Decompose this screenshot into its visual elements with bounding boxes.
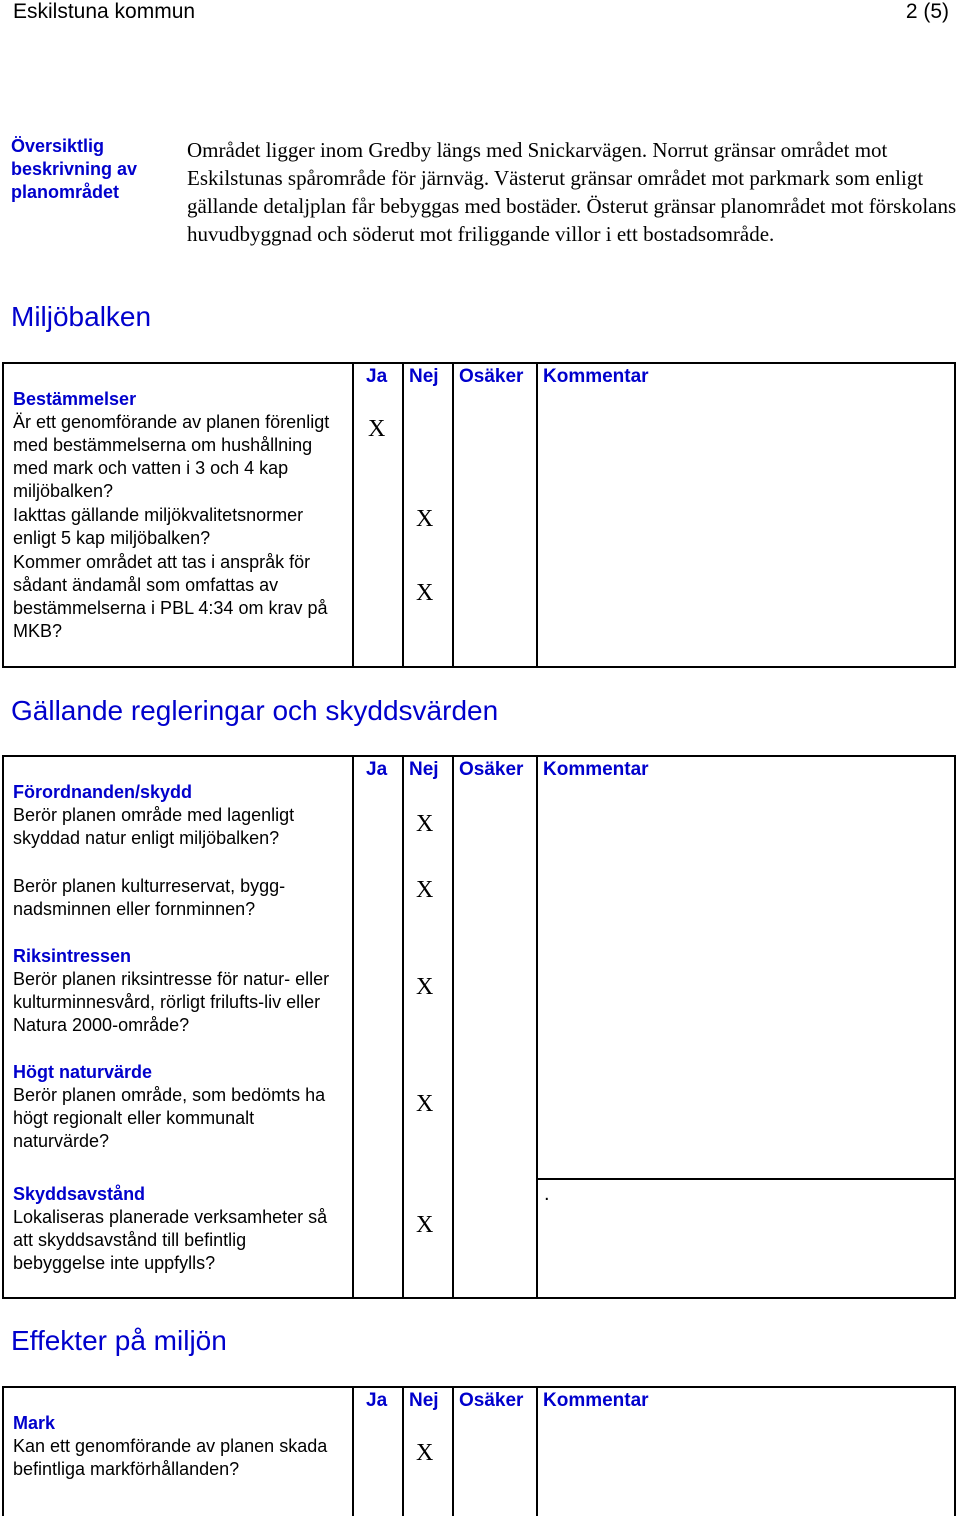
row-question: Kommer området att tas i anspråk för sådant ändamål som omfattas av bestämmelserna i PBL 4:34 om krav på MKB? — [13, 552, 328, 641]
column-header-nej: Nej — [409, 1390, 439, 1411]
table-row — [13, 875, 343, 921]
column-header-ja: Ja — [366, 759, 388, 780]
table-row — [13, 1412, 343, 1481]
answer-mark-nej: X — [416, 877, 434, 903]
column-header-kommentar: Kommentar — [543, 1390, 649, 1411]
answer-mark-nej: X — [416, 811, 434, 837]
table-row — [13, 551, 343, 643]
column-header-ja: Ja — [366, 1390, 388, 1411]
row-category: Skyddsavstånd — [13, 1184, 146, 1204]
section-title-effekter: Effekter på miljön — [11, 1325, 227, 1356]
answer-mark-nej: X — [416, 1440, 434, 1466]
row-question: Berör planen område, som bedömts ha högt regionalt eller kommunalt naturvärde? — [13, 1085, 326, 1151]
row-question: Iakttas gällande miljökvalitetsnormer enligt 5 kap miljöbalken? — [13, 505, 304, 548]
table-row — [13, 781, 343, 850]
table-row — [13, 945, 343, 1037]
answer-mark-ja: X — [368, 416, 386, 442]
table-row — [13, 1061, 343, 1153]
row-question: Lokaliseras planerade verksamheter så att skyddsavstånd till befintlig bebyggelse inte uppfylls? — [13, 1207, 328, 1273]
overview-text: Området ligger inom Gredby längs med Snickarvägen. Norrut gränsar området mot Eskilstunas spårområde för järnväg. Västerut gränsar området mot parkmark som enligt gällande detaljplan får bebyggas med bostäder. Österut gränsar planområdet mot förskolans huvudbyggnad och söderut mot friliggande villor i ett bostadsområde. — [187, 138, 957, 246]
column-header-nej: Nej — [409, 366, 439, 387]
row-comment: . — [544, 1183, 550, 1205]
column-header-osaker: Osäker — [459, 759, 524, 780]
row-category: Högt naturvärde — [13, 1062, 153, 1082]
row-question: Berör planen kulturreservat, bygg-nadsminnen eller fornminnen? — [13, 876, 286, 919]
section-title-regleringar: Gällande regleringar och skyddsvärden — [11, 695, 499, 726]
row-category: Riksintressen — [13, 946, 132, 966]
column-header-kommentar: Kommentar — [543, 366, 649, 387]
table-row — [13, 504, 343, 550]
row-question: Kan ett genomförande av planen skada befintliga markförhållanden? — [13, 1436, 328, 1479]
column-header-osaker: Osäker — [459, 1390, 524, 1411]
column-header-kommentar: Kommentar — [543, 759, 649, 780]
section-title-miljobalken: Miljöbalken — [11, 301, 152, 332]
answer-mark-nej: X — [416, 580, 434, 606]
overview-label: Översiktlig beskrivning av planområdet — [11, 136, 138, 202]
row-category: Förordnanden/skydd — [13, 782, 193, 802]
answer-mark-nej: X — [416, 1212, 434, 1238]
header-page-number: 2 (5) — [905, 0, 949, 23]
column-header-nej: Nej — [409, 759, 439, 780]
row-question: Berör planen område med lagenligt skyddad natur enligt miljöbalken? — [13, 805, 295, 848]
answer-mark-nej: X — [416, 506, 434, 532]
answer-mark-nej: X — [416, 974, 434, 1000]
column-header-osaker: Osäker — [459, 366, 524, 387]
row-category: Bestämmelser — [13, 389, 137, 409]
row-category: Mark — [13, 1413, 56, 1433]
answer-mark-nej: X — [416, 1091, 434, 1117]
row-question: Berör planen riksintresse för natur- eller kulturminnesvård, rörligt frilufts-liv eller Natura 2000-område? — [13, 969, 330, 1035]
table-row — [13, 388, 343, 503]
row-question: Är ett genomförande av planen förenligt med bestämmelserna om hushållning med mark och vatten i 3 och 4 kap miljöbalken? — [13, 412, 330, 501]
table-miljobalken — [2, 362, 956, 668]
column-header-ja: Ja — [366, 366, 388, 387]
table-regleringar — [2, 755, 956, 1299]
table-effekter — [2, 1386, 956, 1516]
table-row — [13, 1183, 343, 1275]
header-organization: Eskilstuna kommun — [13, 0, 196, 23]
